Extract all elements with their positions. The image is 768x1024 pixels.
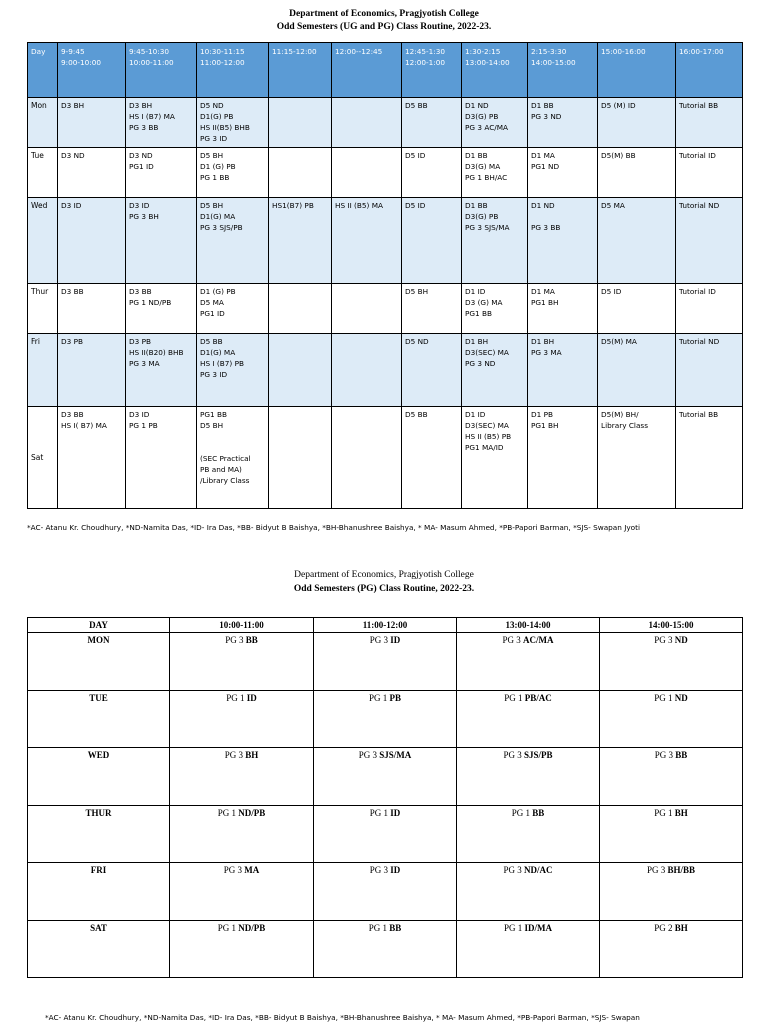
pg-teacher-code: AC/MA bbox=[523, 635, 554, 645]
ug-class-cell: D3 ID PG 3 BH bbox=[126, 198, 197, 284]
ug-class-cell: D5 BH D1(G) MA PG 3 SJS/PB bbox=[197, 198, 269, 284]
pg-teacher-code: ID/MA bbox=[524, 922, 552, 933]
ug-class-cell: Tutorial ID bbox=[676, 284, 743, 334]
pg-teacher-code: BB bbox=[389, 922, 402, 933]
ug-class-cell bbox=[269, 284, 332, 334]
ug-class-cell: D5 ND bbox=[402, 334, 462, 407]
pg-teacher-code: SJS/PB bbox=[524, 750, 553, 760]
ug-class-cell: D3 PB HS II(B20) BHB PG 3 MA bbox=[126, 334, 197, 407]
pg-day-cell: TUE bbox=[28, 690, 170, 748]
pg-class-label: PG 3 bbox=[654, 750, 676, 760]
ug-routine-table bbox=[27, 42, 743, 509]
pg-teacher-code: ID bbox=[390, 865, 401, 875]
ug-class-cell bbox=[269, 407, 332, 509]
pg-column-header: 14:00-15:00 bbox=[600, 618, 743, 633]
pg-routine-subtitle: Odd Semesters (PG) Class Routine, 2022-23. bbox=[293, 584, 475, 594]
pg-column-header: 10:00-11:00 bbox=[170, 618, 314, 633]
pg-class-cell bbox=[457, 633, 600, 691]
ug-class-cell: D3 ID PG 1 PB bbox=[126, 407, 197, 509]
ug-table-row bbox=[28, 98, 743, 148]
ug-class-cell: D3 PB bbox=[58, 334, 126, 407]
ug-table-row bbox=[28, 334, 743, 407]
ug-class-cell: D1 MA PG1 ND bbox=[528, 148, 598, 198]
ug-class-cell: D1 BH D3(SEC) MA PG 3 ND bbox=[462, 334, 528, 407]
ug-class-cell: D3 ID bbox=[58, 198, 126, 284]
ug-column-header: 16:00-17:00 bbox=[676, 43, 743, 98]
pg-routine-table bbox=[27, 617, 743, 978]
pg-day-cell: FRI bbox=[28, 863, 170, 921]
pg-teacher-code: ID bbox=[390, 807, 401, 818]
pg-teacher-code: BH bbox=[674, 807, 688, 818]
ug-class-cell: D1 BB D3(G) MA PG 1 BH/AC bbox=[462, 148, 528, 198]
ug-class-cell: D3 BB PG 1 ND/PB bbox=[126, 284, 197, 334]
ug-class-cell: D1 ID D3 (G) MA PG1 BB bbox=[462, 284, 528, 334]
ug-class-cell: D1 ND D3(G) PB PG 3 AC/MA bbox=[462, 98, 528, 148]
pg-teacher-code: BB bbox=[532, 807, 545, 818]
ug-day-cell: Thur bbox=[28, 284, 58, 334]
ug-class-cell: D5 ND D1(G) PB HS II(B5) BHB PG 3 ID bbox=[197, 98, 269, 148]
pg-class-label: PG 1 bbox=[368, 922, 390, 933]
ug-column-header: Day bbox=[28, 43, 58, 98]
ug-day-cell: Sat bbox=[28, 407, 58, 509]
pg-class-label: PG 1 bbox=[654, 692, 675, 703]
pg-class-cell bbox=[314, 863, 457, 921]
pg-footnote: *AC- Atanu Kr. Choudhury, *ND-Namita Das, *ID- Ira Das, *BB- Bidyut B Baishya, *BH-Bhanushree Baishya, * MA- Masum Ahmed, *PB-Papori Barman, *SJS- Swapan bbox=[45, 1013, 640, 1022]
pg-header-row bbox=[28, 618, 743, 633]
pg-class-label: PG 1 bbox=[654, 807, 675, 818]
pg-class-label: PG 1 bbox=[503, 922, 525, 933]
pg-teacher-code: PB/AC bbox=[524, 692, 552, 703]
ug-class-cell: D5 ID bbox=[402, 148, 462, 198]
pg-teacher-code: BB bbox=[675, 750, 688, 760]
pg-class-cell bbox=[170, 920, 314, 978]
ug-table-row bbox=[28, 284, 743, 334]
pg-table-row bbox=[28, 748, 743, 806]
pg-class-label: PG 1 bbox=[226, 692, 247, 703]
pg-class-label: PG 3 bbox=[358, 750, 380, 760]
ug-class-cell: D3 BB HS I( B7) MA bbox=[58, 407, 126, 509]
ug-routine-subtitle: Odd Semesters (UG and PG) Class Routine, 2022-23. bbox=[276, 22, 492, 32]
pg-class-label: PG 1 bbox=[511, 807, 533, 818]
ug-header-row bbox=[28, 43, 743, 98]
pg-table-row bbox=[28, 920, 743, 978]
pg-class-cell bbox=[170, 863, 314, 921]
pg-table-row bbox=[28, 805, 743, 863]
pg-class-label: PG 2 bbox=[654, 922, 675, 933]
ug-column-header: 15:00-16:00 bbox=[598, 43, 676, 98]
ug-class-cell: D1 ND PG 3 BB bbox=[528, 198, 598, 284]
ug-table-row bbox=[28, 407, 743, 509]
ug-day-cell: Mon bbox=[28, 98, 58, 148]
pg-class-cell bbox=[457, 920, 600, 978]
ug-class-cell: D5 BB bbox=[402, 98, 462, 148]
pg-teacher-code: BH bbox=[674, 922, 688, 933]
ug-class-cell: PG1 BB D5 BH (SEC Practical PB and MA) /Library Class bbox=[197, 407, 269, 509]
ug-class-cell: D1 BB PG 3 ND bbox=[528, 98, 598, 148]
ug-column-header: 11:15-12:00 bbox=[269, 43, 332, 98]
ug-class-cell: D5(M) BB bbox=[598, 148, 676, 198]
pg-teacher-code: SJS/MA bbox=[379, 750, 412, 760]
pg-day-cell: WED bbox=[28, 748, 170, 806]
pg-class-label: PG 1 bbox=[217, 922, 239, 933]
ug-class-cell: Tutorial ND bbox=[676, 334, 743, 407]
pg-class-label: PG 3 bbox=[502, 635, 523, 645]
ug-footnote: *AC- Atanu Kr. Choudhury, *ND-Namita Das, *ID- Ira Das, *BB- Bidyut B Baishya, *BH-Bhanushree Baishya, * MA- Masum Ahmed, *PB-Papori Barman, *SJS- Swapan Jyoti bbox=[27, 523, 641, 532]
pg-class-cell bbox=[600, 920, 743, 978]
ug-class-cell bbox=[332, 148, 402, 198]
ug-class-cell: D1 (G) PB D5 MA PG1 ID bbox=[197, 284, 269, 334]
pg-class-cell bbox=[314, 920, 457, 978]
pg-day-cell: THUR bbox=[28, 805, 170, 863]
ug-class-cell: D3 ND PG1 ID bbox=[126, 148, 197, 198]
ug-class-cell: D5 (M) ID bbox=[598, 98, 676, 148]
ug-class-cell: D5 ID bbox=[402, 198, 462, 284]
pg-class-label: PG 3 bbox=[503, 750, 524, 760]
pg-class-cell bbox=[457, 690, 600, 748]
pg-class-cell bbox=[600, 863, 743, 921]
pg-class-cell bbox=[314, 805, 457, 863]
pg-teacher-code: BB bbox=[245, 635, 258, 645]
pg-column-header: DAY bbox=[28, 618, 170, 633]
pg-teacher-code: ND/PB bbox=[238, 807, 266, 818]
ug-class-cell: D1 BB D3(G) PB PG 3 SJS/MA bbox=[462, 198, 528, 284]
pg-teacher-code: ND bbox=[674, 692, 688, 703]
ug-class-cell: D1 PB PG1 BH bbox=[528, 407, 598, 509]
ug-day-cell: Fri bbox=[28, 334, 58, 407]
ug-column-header: 9:45-10:30 10:00-11:00 bbox=[126, 43, 197, 98]
pg-class-label: PG 1 bbox=[369, 807, 391, 818]
ug-column-header: 9-9:45 9:00-10:00 bbox=[58, 43, 126, 98]
pg-teacher-code: BH/BB bbox=[667, 865, 696, 875]
pg-class-cell bbox=[457, 748, 600, 806]
ug-class-cell: D5 BH D1 (G) PB PG 1 BB bbox=[197, 148, 269, 198]
ug-table-row bbox=[28, 198, 743, 284]
pg-class-label: PG 3 bbox=[223, 865, 245, 875]
pg-class-label: PG 3 bbox=[224, 750, 246, 760]
ug-class-cell: D5 BB bbox=[402, 407, 462, 509]
ug-class-cell: Tutorial BB bbox=[676, 98, 743, 148]
ug-column-header: 2:15-3:30 14:00-15:00 bbox=[528, 43, 598, 98]
ug-class-cell: HS1(B7) PB bbox=[269, 198, 332, 284]
ug-class-cell: D5 BB D1(G) MA HS I (B7) PB PG 3 ID bbox=[197, 334, 269, 407]
pg-teacher-code: ID bbox=[390, 635, 401, 645]
ug-class-cell: D1 ID D3(SEC) MA HS II (B5) PB PG1 MA/ID bbox=[462, 407, 528, 509]
pg-class-cell bbox=[314, 633, 457, 691]
pg-table-row bbox=[28, 690, 743, 748]
ug-class-cell bbox=[332, 98, 402, 148]
pg-class-label: PG 1 bbox=[217, 807, 239, 818]
pg-day-cell: SAT bbox=[28, 920, 170, 978]
ug-class-cell bbox=[269, 148, 332, 198]
pg-class-cell bbox=[170, 748, 314, 806]
ug-table-row bbox=[28, 148, 743, 198]
ug-class-cell bbox=[332, 284, 402, 334]
pg-teacher-code: ND bbox=[674, 635, 688, 645]
ug-column-header: 12:45-1:30 12:00-1:00 bbox=[402, 43, 462, 98]
ug-class-cell: D3 BB bbox=[58, 284, 126, 334]
pg-class-cell bbox=[314, 748, 457, 806]
ug-class-cell: HS II (B5) MA bbox=[332, 198, 402, 284]
pg-column-header: 11:00-12:00 bbox=[314, 618, 457, 633]
pg-teacher-code: ND/PB bbox=[238, 922, 266, 933]
pg-class-label: PG 3 bbox=[369, 635, 391, 645]
pg-table-row bbox=[28, 863, 743, 921]
ug-class-cell: D5 MA bbox=[598, 198, 676, 284]
ug-day-cell: Wed bbox=[28, 198, 58, 284]
pg-class-label: PG 1 bbox=[368, 692, 390, 703]
pg-teacher-code: ND/AC bbox=[524, 865, 553, 875]
pg-column-header: 13:00-14:00 bbox=[457, 618, 600, 633]
ug-column-header: 10:30-11:15 11:00-12:00 bbox=[197, 43, 269, 98]
ug-class-cell: D3 BH HS I (B7) MA PG 3 BB bbox=[126, 98, 197, 148]
ug-routine-title: Department of Economics, Pragjyotish College bbox=[289, 9, 479, 19]
pg-class-cell bbox=[600, 805, 743, 863]
pg-class-label: PG 3 bbox=[369, 865, 391, 875]
pg-routine-title: Department of Economics, Pragjyotish College bbox=[294, 570, 474, 580]
pg-class-label: PG 3 bbox=[225, 635, 246, 645]
ug-class-cell: D5 BH bbox=[402, 284, 462, 334]
pg-class-cell bbox=[600, 690, 743, 748]
pg-class-label: PG 3 bbox=[654, 635, 675, 645]
ug-class-cell bbox=[332, 334, 402, 407]
pg-class-label: PG 3 bbox=[646, 865, 668, 875]
pg-teacher-code: BH bbox=[245, 750, 259, 760]
ug-class-cell: Tutorial ID bbox=[676, 148, 743, 198]
ug-class-cell: Tutorial ND bbox=[676, 198, 743, 284]
ug-class-cell: D5 ID bbox=[598, 284, 676, 334]
pg-class-cell bbox=[457, 805, 600, 863]
pg-class-label: PG 1 bbox=[504, 692, 525, 703]
pg-teacher-code: ID bbox=[246, 692, 257, 703]
pg-day-cell: MON bbox=[28, 633, 170, 691]
ug-class-cell: D5(M) BH/ Library Class bbox=[598, 407, 676, 509]
ug-class-cell: Tutorial BB bbox=[676, 407, 743, 509]
ug-class-cell: D5(M) MA bbox=[598, 334, 676, 407]
ug-class-cell bbox=[332, 407, 402, 509]
pg-class-label: PG 3 bbox=[503, 865, 524, 875]
ug-column-header: 12:00--12:45 bbox=[332, 43, 402, 98]
ug-class-cell bbox=[269, 98, 332, 148]
pg-teacher-code: PB bbox=[389, 692, 402, 703]
ug-column-header: 1:30-2:15 13:00-14:00 bbox=[462, 43, 528, 98]
ug-class-cell: D1 BH PG 3 MA bbox=[528, 334, 598, 407]
ug-class-cell bbox=[269, 334, 332, 407]
pg-class-cell bbox=[170, 805, 314, 863]
ug-class-cell: D3 ND bbox=[58, 148, 126, 198]
pg-class-cell bbox=[170, 633, 314, 691]
pg-class-cell bbox=[314, 690, 457, 748]
ug-day-cell: Tue bbox=[28, 148, 58, 198]
ug-class-cell: D1 MA PG1 BH bbox=[528, 284, 598, 334]
pg-class-cell bbox=[600, 633, 743, 691]
pg-teacher-code: MA bbox=[244, 865, 260, 875]
ug-class-cell: D3 BH bbox=[58, 98, 126, 148]
pg-class-cell bbox=[170, 690, 314, 748]
pg-class-cell bbox=[457, 863, 600, 921]
pg-class-cell bbox=[600, 748, 743, 806]
pg-table-row bbox=[28, 633, 743, 691]
